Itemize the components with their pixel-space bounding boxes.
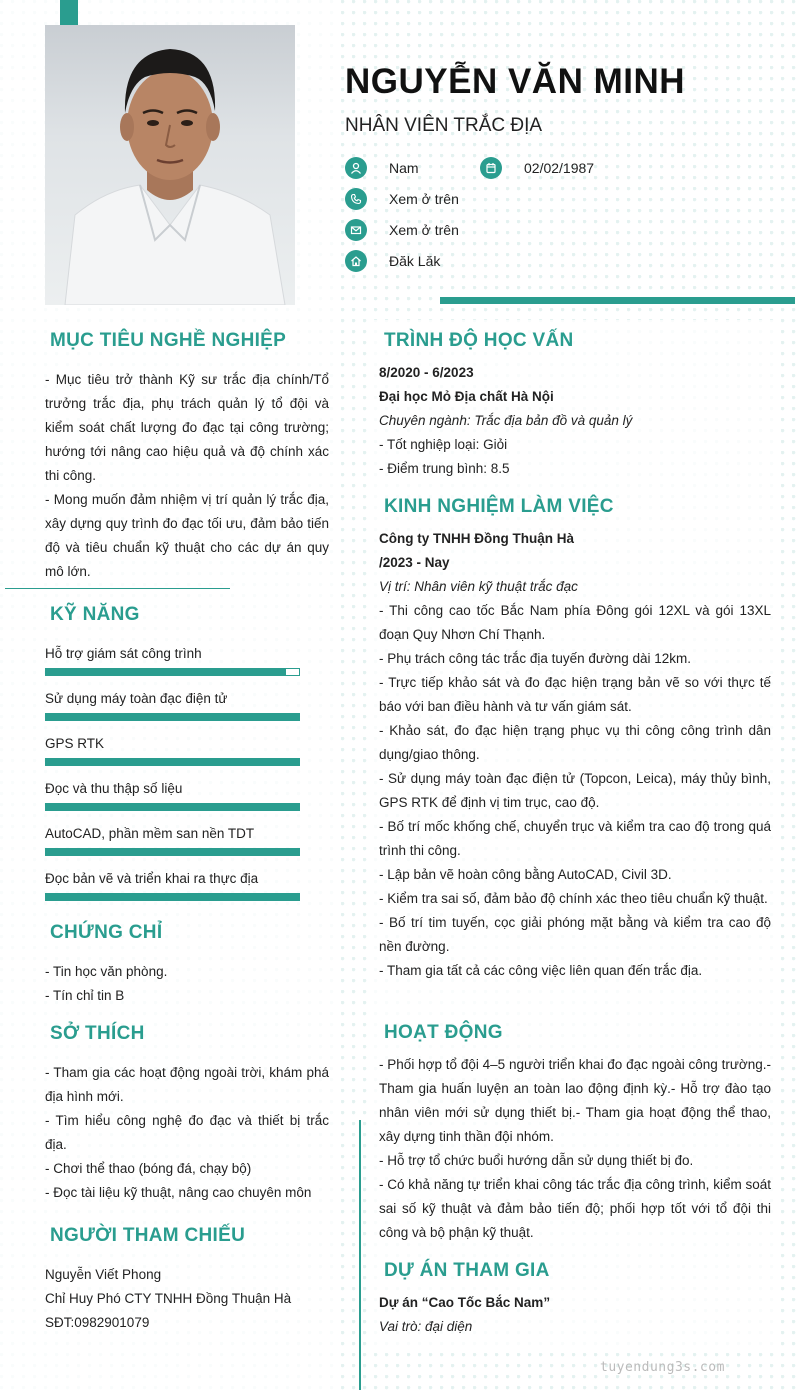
column-divider [359,1120,361,1390]
experience-item: - Bố trí tim tuyến, cọc giải phóng mặt bằng và kiểm tra cao độ nền đường. [379,915,771,954]
skill-label: AutoCAD, phần mềm san nền TDT [45,826,255,841]
skill-level-bar [45,848,300,856]
projects-block [379,1291,771,1339]
skill-level-fill [46,714,299,720]
skill-label: Đọc bản vẽ và triển khai ra thực địa [45,871,259,886]
references-block [45,1263,345,1335]
hobby-item: - Đọc tài liệu kỹ thuật, nâng cao chuyên môn [45,1185,312,1200]
email-row [345,219,459,241]
certificates-list [45,960,329,1008]
projects-heading: DỰ ÁN THAM GIA [384,1260,550,1281]
certificate-item: - Tín chỉ tin B [45,988,125,1003]
skill-label: GPS RTK [45,736,105,751]
experience-item: - Lập bản vẽ hoàn công bằng AutoCAD, Civil 3D. [379,867,672,882]
email-value: Xem ở trên [389,222,459,238]
skill-item [45,824,300,856]
experience-block [379,527,771,983]
hobbies-list [45,1061,329,1205]
hobby-item: - Chơi thể thao (bóng đá, chạy bộ) [45,1161,252,1176]
calendar-icon [480,157,502,179]
gender-row [345,157,419,179]
reference-phone: SĐT:0982901079 [45,1315,150,1330]
activity-item: - Phối hợp tổ đội 4–5 người triển khai đo đạc ngoài công trường.- Tham gia huấn luyện an toàn lao động định kỳ.- Hỗ trợ đào tạo nhân viên mới sử dụng thiết bị.- Tham gia hoạt động thể thao, xây dựng tinh thần đội nhóm. [379,1057,771,1144]
skill-item [45,689,300,721]
skill-level-bar [45,713,300,721]
project-role: Vai trò: đại diện [379,1319,473,1334]
reference-position: Chỉ Huy Phó CTY TNHH Đồng Thuận Hà [45,1291,292,1306]
header-divider [440,297,795,304]
education-heading: TRÌNH ĐỘ HỌC VẤN [384,330,574,351]
skill-label: Đọc và thu thập số liệu [45,781,183,796]
experience-item: - Thi công cao tốc Bắc Nam phía Đông gói 12XL và gói 13XL đoạn Quy Nhơn Chí Thạnh. [379,603,771,642]
person-icon [345,157,367,179]
candidate-job-title: NHÂN VIÊN TRẮC ĐỊA [345,115,543,136]
skill-level-fill [46,894,299,900]
skills-heading: KỸ NĂNG [50,604,140,625]
home-icon [345,250,367,272]
objective-line: - Mục tiêu trở thành Kỹ sư trắc địa chính/Tổ trưởng trắc địa, phụ trách quản lý tổ đội và kiểm soát chất lượng đo đạc tại công trường; hướng tới nâng cao hiệu quả và độ chính xác thi công. [45,372,329,483]
education-detail: - Tốt nghiệp loại: Giỏi [379,437,508,452]
experience-item: - Phụ trách công tác trắc địa tuyến đường dài 12km. [379,651,692,666]
skill-level-bar [45,893,300,901]
profile-photo [45,25,295,305]
watermark: tuyendung3s.com [600,1360,725,1375]
mail-icon [345,219,367,241]
experience-item: - Bố trí mốc khống chế, chuyển trục và kiểm tra cao độ trong quá trình thi công. [379,819,771,858]
experience-item: - Kiểm tra sai số, đảm bảo độ chính xác theo tiêu chuẩn kỹ thuật. [379,891,768,906]
skill-level-bar [45,758,300,766]
experience-heading: KINH NGHIỆM LÀM VIỆC [384,496,614,517]
experience-item: - Trực tiếp khảo sát và đo đạc hiện trạng bản vẽ so với thực tế báo với ban điều hành và tư vấn giám sát. [379,675,771,714]
education-detail: - Điểm trung bình: 8.5 [379,461,510,476]
education-period: 8/2020 - 6/2023 [379,365,474,380]
objective-text [45,368,329,584]
skill-item [45,644,300,676]
skill-level-fill [46,669,286,675]
birthdate-row [480,157,594,179]
activity-item: - Hỗ trợ tổ chức buổi hướng dẫn sử dụng thiết bị đo. [379,1153,694,1168]
birthdate-value: 02/02/1987 [524,160,595,176]
skill-label: Sử dụng máy toàn đạc điện tử [45,691,228,706]
skill-item [45,869,300,901]
references-heading: NGƯỜI THAM CHIẾU [50,1225,246,1246]
gender-value: Nam [389,160,419,176]
education-major: Chuyên ngành: Trắc địa bản đồ và quản lý [379,413,633,428]
phone-row [345,188,459,210]
phone-icon [345,188,367,210]
skill-level-fill [46,759,299,765]
activities-block [379,1053,771,1245]
education-school: Đại học Mỏ Địa chất Hà Nội [379,389,554,404]
hobby-item: - Tham gia các hoạt động ngoài trời, khám phá địa hình mới. [45,1065,329,1104]
certificates-heading: CHỨNG CHỈ [50,922,163,943]
skill-item [45,779,300,811]
certificate-item: - Tin học văn phòng. [45,964,168,979]
experience-item: - Sử dụng máy toàn đạc điện tử (Topcon, Leica), máy thủy bình, GPS RTK để định vị tim trục, cao độ. [379,771,771,810]
experience-item: - Tham gia tất cả các công việc liên quan đến trắc địa. [379,963,703,978]
skill-level-bar [45,668,300,676]
skill-label: Hỗ trợ giám sát công trình [45,646,202,661]
experience-item: - Khảo sát, đo đạc hiện trạng phục vụ thi công công trình dân dụng/giao thông. [379,723,771,762]
experience-period: /2023 - Nay [379,555,450,570]
hobby-item: - Tìm hiểu công nghệ đo đạc và thiết bị trắc địa. [45,1113,329,1152]
activities-heading: HOẠT ĐỘNG [384,1022,503,1043]
skill-level-bar [45,803,300,811]
address-value: Đăk Lăk [389,253,441,269]
reference-name: Nguyễn Viết Phong [45,1267,162,1282]
project-name: Dự án “Cao Tốc Bắc Nam” [379,1295,551,1310]
activity-item: - Có khả năng tự triển khai công tác trắc địa công trình, kiểm soát sai số kỹ thuật và đảm bảo tiến độ; phối hợp tốt với tổ đội thi công và bộ phận kỹ thuật. [379,1177,771,1240]
objective-line: - Mong muốn đảm nhiệm vị trí quản lý trắc địa, xây dựng quy trình đo đạc tối ưu, đảm bảo tiến độ và tiêu chuẩn kỹ thuật cho các dự án quy mô lớn. [45,492,329,579]
experience-role: Vị trí: Nhân viên kỹ thuật trắc đạc [379,579,578,594]
experience-company: Công ty TNHH Đồng Thuận Hà [379,531,574,546]
address-row [345,250,440,272]
phone-value: Xem ở trên [389,191,459,207]
objective-heading: MỤC TIÊU NGHỀ NGHIỆP [50,330,287,351]
education-block [379,361,771,481]
skill-item [45,734,300,766]
skill-level-fill [46,849,299,855]
skill-level-fill [46,804,299,810]
objective-divider [5,588,230,589]
candidate-name: NGUYỄN VĂN MINH [345,62,686,101]
hobbies-heading: SỞ THÍCH [50,1023,145,1044]
